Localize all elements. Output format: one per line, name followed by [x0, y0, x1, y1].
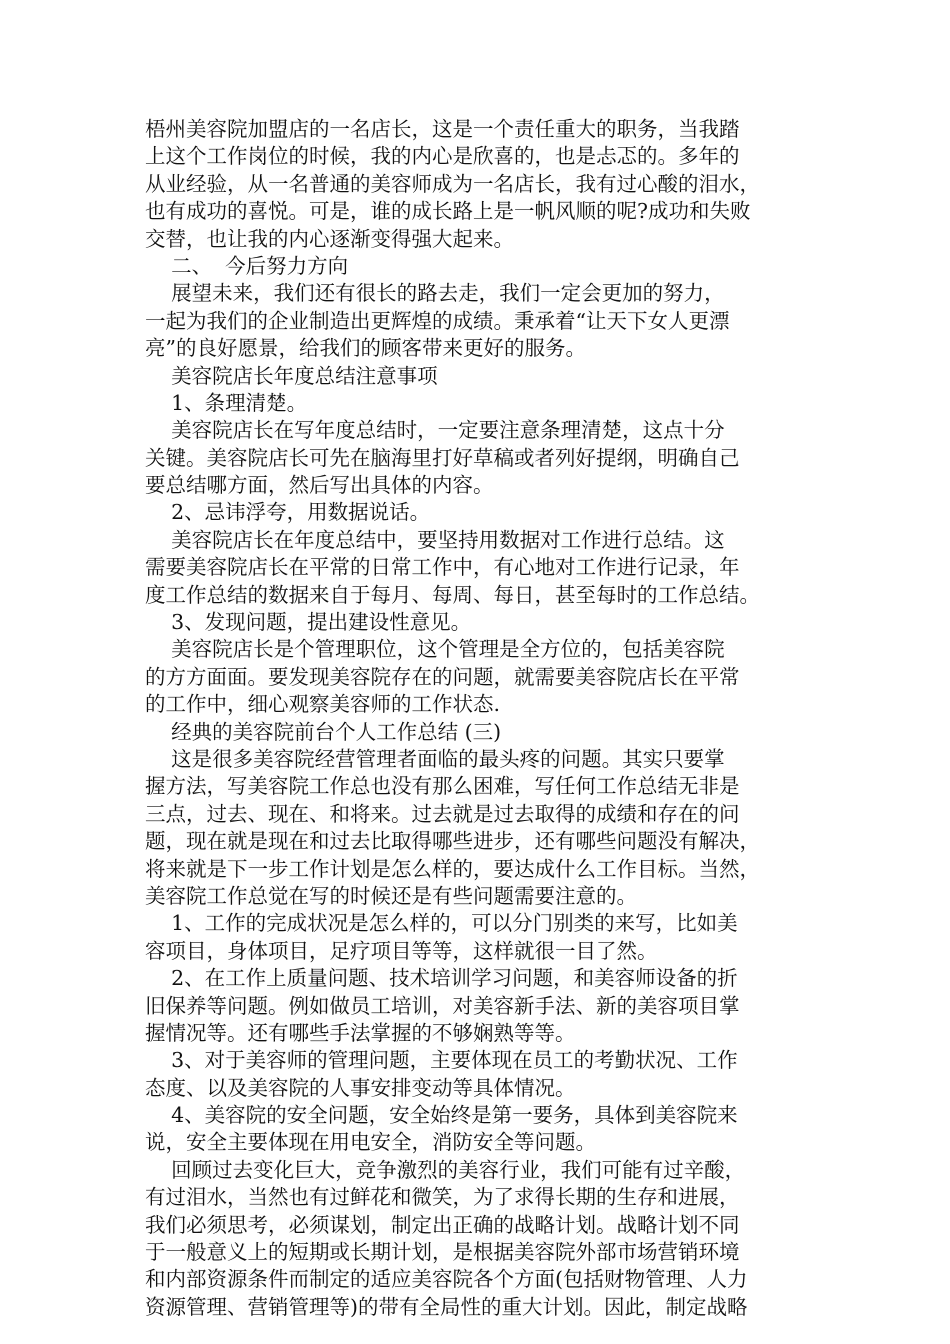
- text-line: 美容院店长在写年度总结时，一定要注意条理清楚，这点十分: [145, 418, 725, 443]
- text-line: 也有成功的喜悦。可是，谁的成长路上是一帆风顺的呢?成功和失败: [145, 199, 751, 224]
- text-line: 的方方面面。要发现美容院存在的问题，就需要美容院店长在平常: [145, 664, 740, 689]
- document-body: [145, 116, 805, 1321]
- text-line: 3、对于美容师的管理问题，主要体现在员工的考勤状况、工作: [145, 1048, 738, 1073]
- text-line: 握方法，写美容院工作总也没有那么困难，写任何工作总结无非是: [145, 774, 740, 799]
- text-line: 交替，也让我的内心逐渐变得强大起来。: [145, 226, 514, 251]
- text-line: 回顾过去变化巨大，竞争激烈的美容行业，我们可能有过辛酸，: [145, 1157, 746, 1182]
- text-line: 旧保养等问题。例如做员工培训，对美容新手法、新的美容项目掌: [145, 993, 740, 1018]
- text-line: 2、忌讳浮夸，用数据说话。: [145, 500, 431, 525]
- text-line: 3、发现问题，提出建设性意见。: [145, 610, 472, 635]
- text-line: 4、美容院的安全问题，安全始终是第一要务，具体到美容院来: [145, 1103, 738, 1128]
- text-line: 上这个工作岗位的时候，我的内心是欣喜的，也是忐忑的。多年的: [145, 144, 740, 169]
- text-line: 要总结哪方面，然后写出具体的内容。: [145, 473, 494, 498]
- text-line: 度工作总结的数据来自于每月、每周、每日，甚至每时的工作总结。: [145, 582, 760, 607]
- text-line: 从业经验，从一名普通的美容师成为一名店长，我有过心酸的泪水，: [145, 171, 760, 196]
- text-line: 2、在工作上质量问题、技术培训学习问题，和美容师设备的折: [145, 966, 738, 991]
- text-line: 二、 今后努力方向: [145, 253, 349, 278]
- text-line: 我们必须思考，必须谋划，制定出正确的战略计划。战略计划不同: [145, 1212, 740, 1237]
- text-line: 美容院店长年度总结注意事项: [145, 363, 438, 388]
- text-line: 需要美容院店长在平常的日常工作中，有心地对工作进行记录，年: [145, 555, 740, 580]
- text-line: 说，安全主要体现在用电安全，消防安全等问题。: [145, 1130, 596, 1155]
- text-line: 这是很多美容院经营管理者面临的最头疼的问题。其实只要掌: [145, 746, 725, 771]
- text-line: 将来就是下一步工作计划是怎么样的，要达成什么工作目标。当然，: [145, 856, 760, 881]
- text-line: 于一般意义上的短期或长期计划，是根据美容院外部市场营销环境: [145, 1240, 740, 1265]
- text-line: 资源管理、营销管理等)的带有全局性的重大计划。因此，制定战略: [145, 1294, 748, 1319]
- text-line: 一起为我们的企业制造出更辉煌的成绩。秉承着“让天下女人更漂: [145, 308, 730, 333]
- text-line: 亮”的良好愿景，给我们的顾客带来更好的服务。: [145, 336, 586, 361]
- text-line: 美容院工作总觉在写的时候还是有些问题需要注意的。: [145, 883, 637, 908]
- text-line: 三点，过去、现在、和将来。过去就是过去取得的成绩和存在的问: [145, 801, 740, 826]
- text-line: 展望未来，我们还有很长的路去走，我们一定会更加的努力，: [145, 281, 725, 306]
- text-line: 1、条理清楚。: [145, 390, 308, 415]
- text-line: 美容院店长是个管理职位，这个管理是全方位的，包括美容院: [145, 637, 725, 662]
- text-line: 有过泪水，当然也有过鲜花和微笑，为了求得长期的生存和进展，: [145, 1185, 740, 1210]
- text-line: 题，现在就是现在和过去比取得哪些进步，还有哪些问题没有解决，: [145, 829, 760, 854]
- text-line: 美容院店长在年度总结中，要坚持用数据对工作进行总结。这: [145, 527, 725, 552]
- text-line: 梧州美容院加盟店的一名店长，这是一个责任重大的职务，当我踏: [145, 117, 740, 141]
- text-line: 握情况等。还有哪些手法掌握的不够娴熟等等。: [145, 1020, 576, 1045]
- text-line: 态度、以及美容院的人事安排变动等具体情况。: [145, 1075, 576, 1100]
- text-line: 的工作中，细心观察美容师的工作状态.: [145, 692, 501, 717]
- text-line: 和内部资源条件而制定的适应美容院各个方面(包括财物管理、人力: [145, 1267, 748, 1292]
- text-line: 关键。美容院店长可先在脑海里打好草稿或者列好提纲，明确自己: [145, 445, 740, 470]
- text-line: 1、工作的完成状况是怎么样的，可以分门别类的来写，比如美: [145, 911, 738, 936]
- text-line: 容项目，身体项目，足疗项目等等，这样就很一目了然。: [145, 938, 658, 963]
- text-line: 经典的美容院前台个人工作总结 (三): [145, 719, 502, 744]
